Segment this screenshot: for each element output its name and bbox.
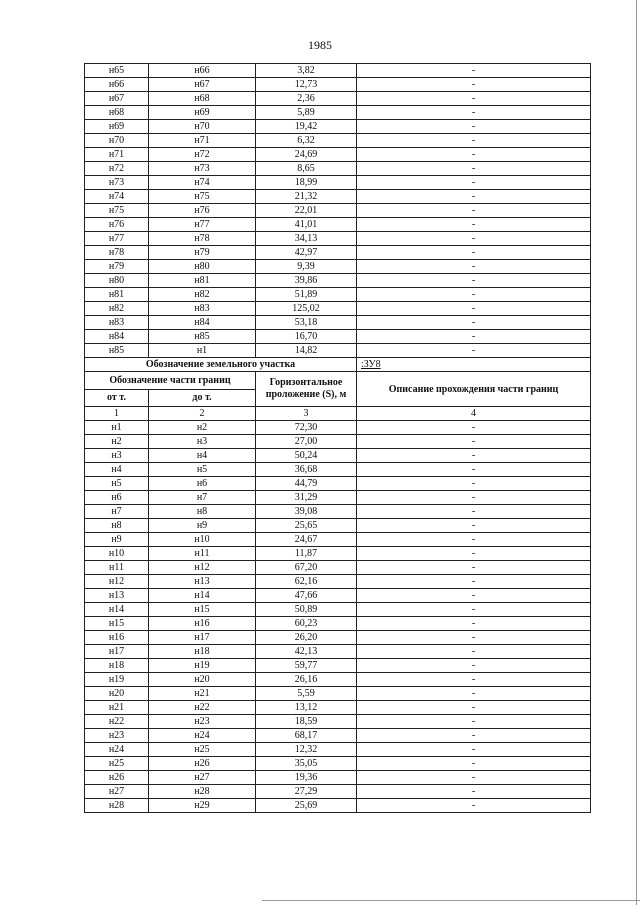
to-point-cell: н83 [149, 302, 256, 316]
description-cell: - [357, 274, 591, 288]
description-cell: - [357, 561, 591, 575]
from-point-cell: н83 [85, 316, 149, 330]
description-cell: - [357, 288, 591, 302]
to-point-cell: н66 [149, 64, 256, 78]
from-point-cell: н73 [85, 176, 149, 190]
from-point-cell: н71 [85, 148, 149, 162]
from-point-cell: н1 [85, 421, 149, 435]
length-cell: 26,16 [256, 673, 357, 687]
table-row [85, 561, 591, 575]
length-cell: 72,30 [256, 421, 357, 435]
table-row [85, 260, 591, 274]
from-point-cell: н12 [85, 575, 149, 589]
to-point-cell: н4 [149, 449, 256, 463]
from-point-cell: н20 [85, 687, 149, 701]
table-row [85, 134, 591, 148]
description-cell: - [357, 260, 591, 274]
table-row [85, 687, 591, 701]
from-point-cell: н84 [85, 330, 149, 344]
from-point-cell: н28 [85, 799, 149, 813]
to-point-cell: н26 [149, 757, 256, 771]
description-cell: - [357, 435, 591, 449]
to-point-cell: н77 [149, 218, 256, 232]
length-cell: 2,36 [256, 92, 357, 106]
length-cell: 47,66 [256, 589, 357, 603]
table-row [85, 785, 591, 799]
description-cell: - [357, 771, 591, 785]
description-cell: - [357, 78, 591, 92]
description-cell: - [357, 715, 591, 729]
section2-rows [85, 421, 591, 813]
to-point-cell: н29 [149, 799, 256, 813]
description-cell: - [357, 120, 591, 134]
length-cell: 12,73 [256, 78, 357, 92]
description-label: Описание прохождения части границ [357, 372, 591, 407]
description-cell: - [357, 302, 591, 316]
description-cell: - [357, 701, 591, 715]
table-row [85, 533, 591, 547]
to-point-cell: н15 [149, 603, 256, 617]
length-cell: 18,59 [256, 715, 357, 729]
length-cell: 25,65 [256, 519, 357, 533]
length-cell: 14,82 [256, 344, 357, 358]
table-row [85, 344, 591, 358]
length-cell: 5,59 [256, 687, 357, 701]
table-row [85, 547, 591, 561]
to-point-cell: н18 [149, 645, 256, 659]
table-row [85, 715, 591, 729]
from-point-cell: н26 [85, 771, 149, 785]
bottom-edge-line [262, 900, 640, 901]
to-point-cell: н28 [149, 785, 256, 799]
description-cell: - [357, 519, 591, 533]
table-row [85, 302, 591, 316]
description-cell: - [357, 491, 591, 505]
length-cell: 36,68 [256, 463, 357, 477]
from-point-cell: н70 [85, 134, 149, 148]
from-point-cell: н10 [85, 547, 149, 561]
from-point-cell: н17 [85, 645, 149, 659]
to-point-cell: н71 [149, 134, 256, 148]
from-point-cell: н19 [85, 673, 149, 687]
table-row [85, 274, 591, 288]
length-cell: 12,32 [256, 743, 357, 757]
table-row [85, 617, 591, 631]
length-cell: 9,39 [256, 260, 357, 274]
from-point-cell: н6 [85, 491, 149, 505]
length-cell: 24,67 [256, 533, 357, 547]
from-point-cell: н18 [85, 659, 149, 673]
from-point-cell: н21 [85, 701, 149, 715]
column-header-row [85, 372, 591, 390]
to-point-cell: н7 [149, 491, 256, 505]
length-cell: 39,08 [256, 505, 357, 519]
table-row [85, 176, 591, 190]
table-row [85, 246, 591, 260]
page-number: 1985 [308, 38, 332, 52]
section2-header [85, 358, 591, 421]
description-cell: - [357, 729, 591, 743]
table-row [85, 92, 591, 106]
table-row [85, 757, 591, 771]
to-label: до т. [149, 389, 256, 407]
to-point-cell: н24 [149, 729, 256, 743]
length-cell: 53,18 [256, 316, 357, 330]
length-cell: 34,13 [256, 232, 357, 246]
from-point-cell: н15 [85, 617, 149, 631]
from-point-cell: н77 [85, 232, 149, 246]
to-point-cell: н21 [149, 687, 256, 701]
to-point-cell: н6 [149, 477, 256, 491]
length-cell: 22,01 [256, 204, 357, 218]
description-cell: - [357, 463, 591, 477]
from-point-cell: н5 [85, 477, 149, 491]
to-point-cell: н85 [149, 330, 256, 344]
table-row [85, 106, 591, 120]
to-point-cell: н69 [149, 106, 256, 120]
description-cell: - [357, 64, 591, 78]
description-cell: - [357, 575, 591, 589]
to-point-cell: н16 [149, 617, 256, 631]
from-point-cell: н11 [85, 561, 149, 575]
to-point-cell: н75 [149, 190, 256, 204]
length-cell: 67,20 [256, 561, 357, 575]
length-cell: 27,29 [256, 785, 357, 799]
to-point-cell: н27 [149, 771, 256, 785]
from-point-cell: н24 [85, 743, 149, 757]
to-point-cell: н82 [149, 288, 256, 302]
table-row [85, 463, 591, 477]
to-point-cell: н9 [149, 519, 256, 533]
length-cell: 39,86 [256, 274, 357, 288]
index-cell: 2 [149, 407, 256, 421]
description-cell: - [357, 148, 591, 162]
from-point-cell: н66 [85, 78, 149, 92]
from-point-cell: н22 [85, 715, 149, 729]
table-row [85, 799, 591, 813]
length-cell: 13,12 [256, 701, 357, 715]
from-point-cell: н69 [85, 120, 149, 134]
length-cell: 5,89 [256, 106, 357, 120]
from-point-cell: н76 [85, 218, 149, 232]
to-point-cell: н1 [149, 344, 256, 358]
description-cell: - [357, 799, 591, 813]
index-cell: 4 [357, 407, 591, 421]
description-cell: - [357, 204, 591, 218]
to-point-cell: н3 [149, 435, 256, 449]
description-cell: - [357, 190, 591, 204]
table-row [85, 477, 591, 491]
to-point-cell: н2 [149, 421, 256, 435]
length-cell: 21,32 [256, 190, 357, 204]
from-point-cell: н13 [85, 589, 149, 603]
table-row [85, 645, 591, 659]
to-point-cell: н25 [149, 743, 256, 757]
plot-id: :ЗУ8 [357, 358, 591, 372]
description-cell: - [357, 449, 591, 463]
length-cell: 27,00 [256, 435, 357, 449]
length-cell: 35,05 [256, 757, 357, 771]
from-point-cell: н4 [85, 463, 149, 477]
table-row [85, 330, 591, 344]
length-cell: 41,01 [256, 218, 357, 232]
table-row [85, 190, 591, 204]
table-row [85, 421, 591, 435]
to-point-cell: н14 [149, 589, 256, 603]
to-point-cell: н79 [149, 246, 256, 260]
index-row [85, 407, 591, 421]
description-cell: - [357, 687, 591, 701]
to-point-cell: н11 [149, 547, 256, 561]
length-cell: 51,89 [256, 288, 357, 302]
part-bounds-label: Обозначение части границ [85, 372, 256, 390]
description-cell: - [357, 631, 591, 645]
table-row [85, 78, 591, 92]
description-cell: - [357, 659, 591, 673]
length-cell: 125,02 [256, 302, 357, 316]
length-cell: 6,32 [256, 134, 357, 148]
description-cell: - [357, 743, 591, 757]
section1-rows [85, 64, 591, 358]
from-point-cell: н7 [85, 505, 149, 519]
from-point-cell: н80 [85, 274, 149, 288]
from-point-cell: н16 [85, 631, 149, 645]
description-cell: - [357, 757, 591, 771]
description-cell: - [357, 106, 591, 120]
length-cell: 59,77 [256, 659, 357, 673]
description-cell: - [357, 330, 591, 344]
description-cell: - [357, 92, 591, 106]
to-point-cell: н76 [149, 204, 256, 218]
to-point-cell: н22 [149, 701, 256, 715]
table-row [85, 491, 591, 505]
length-cell: 50,24 [256, 449, 357, 463]
from-point-cell: н23 [85, 729, 149, 743]
description-cell: - [357, 617, 591, 631]
length-cell: 19,36 [256, 771, 357, 785]
to-point-cell: н19 [149, 659, 256, 673]
table-row [85, 218, 591, 232]
length-cell: 26,20 [256, 631, 357, 645]
description-cell: - [357, 218, 591, 232]
table-row [85, 120, 591, 134]
description-cell: - [357, 603, 591, 617]
description-cell: - [357, 589, 591, 603]
length-cell: 11,87 [256, 547, 357, 561]
plot-label: Обозначение земельного участка [85, 358, 357, 372]
to-point-cell: н67 [149, 78, 256, 92]
description-cell: - [357, 134, 591, 148]
from-point-cell: н74 [85, 190, 149, 204]
to-point-cell: н20 [149, 673, 256, 687]
from-point-cell: н25 [85, 757, 149, 771]
to-point-cell: н8 [149, 505, 256, 519]
to-point-cell: н10 [149, 533, 256, 547]
description-cell: - [357, 547, 591, 561]
boundary-table [84, 63, 591, 813]
length-cell: 68,17 [256, 729, 357, 743]
length-cell: 18,99 [256, 176, 357, 190]
length-cell: 19,42 [256, 120, 357, 134]
to-point-cell: н17 [149, 631, 256, 645]
length-cell: 50,89 [256, 603, 357, 617]
to-point-cell: н72 [149, 148, 256, 162]
length-cell: 24,69 [256, 148, 357, 162]
table-row [85, 729, 591, 743]
description-cell: - [357, 421, 591, 435]
table-row [85, 575, 591, 589]
table-row [85, 659, 591, 673]
to-point-cell: н73 [149, 162, 256, 176]
from-point-cell: н75 [85, 204, 149, 218]
from-point-cell: н82 [85, 302, 149, 316]
index-cell: 1 [85, 407, 149, 421]
horizontal-label: Горизонтальное проложение (S), м [256, 372, 357, 407]
to-point-cell: н70 [149, 120, 256, 134]
index-cell: 3 [256, 407, 357, 421]
length-cell: 25,69 [256, 799, 357, 813]
table-row [85, 148, 591, 162]
table-row [85, 631, 591, 645]
length-cell: 62,16 [256, 575, 357, 589]
table-row [85, 232, 591, 246]
description-cell: - [357, 477, 591, 491]
table-row [85, 771, 591, 785]
table-row [85, 316, 591, 330]
table-row [85, 589, 591, 603]
description-cell: - [357, 785, 591, 799]
length-cell: 42,97 [256, 246, 357, 260]
from-point-cell: н81 [85, 288, 149, 302]
from-point-cell: н14 [85, 603, 149, 617]
from-point-cell: н2 [85, 435, 149, 449]
description-cell: - [357, 645, 591, 659]
from-point-cell: н65 [85, 64, 149, 78]
description-cell: - [357, 176, 591, 190]
to-point-cell: н74 [149, 176, 256, 190]
from-point-cell: н9 [85, 533, 149, 547]
from-point-cell: н3 [85, 449, 149, 463]
table-row [85, 162, 591, 176]
to-point-cell: н84 [149, 316, 256, 330]
description-cell: - [357, 505, 591, 519]
description-cell: - [357, 162, 591, 176]
from-point-cell: н85 [85, 344, 149, 358]
from-label: от т. [85, 389, 149, 407]
table-row [85, 449, 591, 463]
table-row [85, 435, 591, 449]
table-row [85, 603, 591, 617]
to-point-cell: н23 [149, 715, 256, 729]
from-point-cell: н8 [85, 519, 149, 533]
to-point-cell: н78 [149, 232, 256, 246]
to-point-cell: н12 [149, 561, 256, 575]
to-point-cell: н68 [149, 92, 256, 106]
table-row [85, 743, 591, 757]
from-point-cell: н27 [85, 785, 149, 799]
to-point-cell: н13 [149, 575, 256, 589]
to-point-cell: н5 [149, 463, 256, 477]
to-point-cell: н81 [149, 274, 256, 288]
length-cell: 8,65 [256, 162, 357, 176]
from-point-cell: н72 [85, 162, 149, 176]
from-point-cell: н78 [85, 246, 149, 260]
description-cell: - [357, 344, 591, 358]
plot-header-row [85, 358, 591, 372]
length-cell: 31,29 [256, 491, 357, 505]
to-point-cell: н80 [149, 260, 256, 274]
length-cell: 44,79 [256, 477, 357, 491]
table-row [85, 673, 591, 687]
from-point-cell: н67 [85, 92, 149, 106]
table-row [85, 701, 591, 715]
description-cell: - [357, 316, 591, 330]
from-point-cell: н68 [85, 106, 149, 120]
right-edge-line [636, 0, 637, 905]
length-cell: 16,70 [256, 330, 357, 344]
table-row [85, 288, 591, 302]
length-cell: 42,13 [256, 645, 357, 659]
table-row [85, 519, 591, 533]
length-cell: 3,82 [256, 64, 357, 78]
description-cell: - [357, 246, 591, 260]
length-cell: 60,23 [256, 617, 357, 631]
table-row [85, 204, 591, 218]
description-cell: - [357, 232, 591, 246]
table-row [85, 505, 591, 519]
from-point-cell: н79 [85, 260, 149, 274]
description-cell: - [357, 533, 591, 547]
table-row [85, 64, 591, 78]
description-cell: - [357, 673, 591, 687]
